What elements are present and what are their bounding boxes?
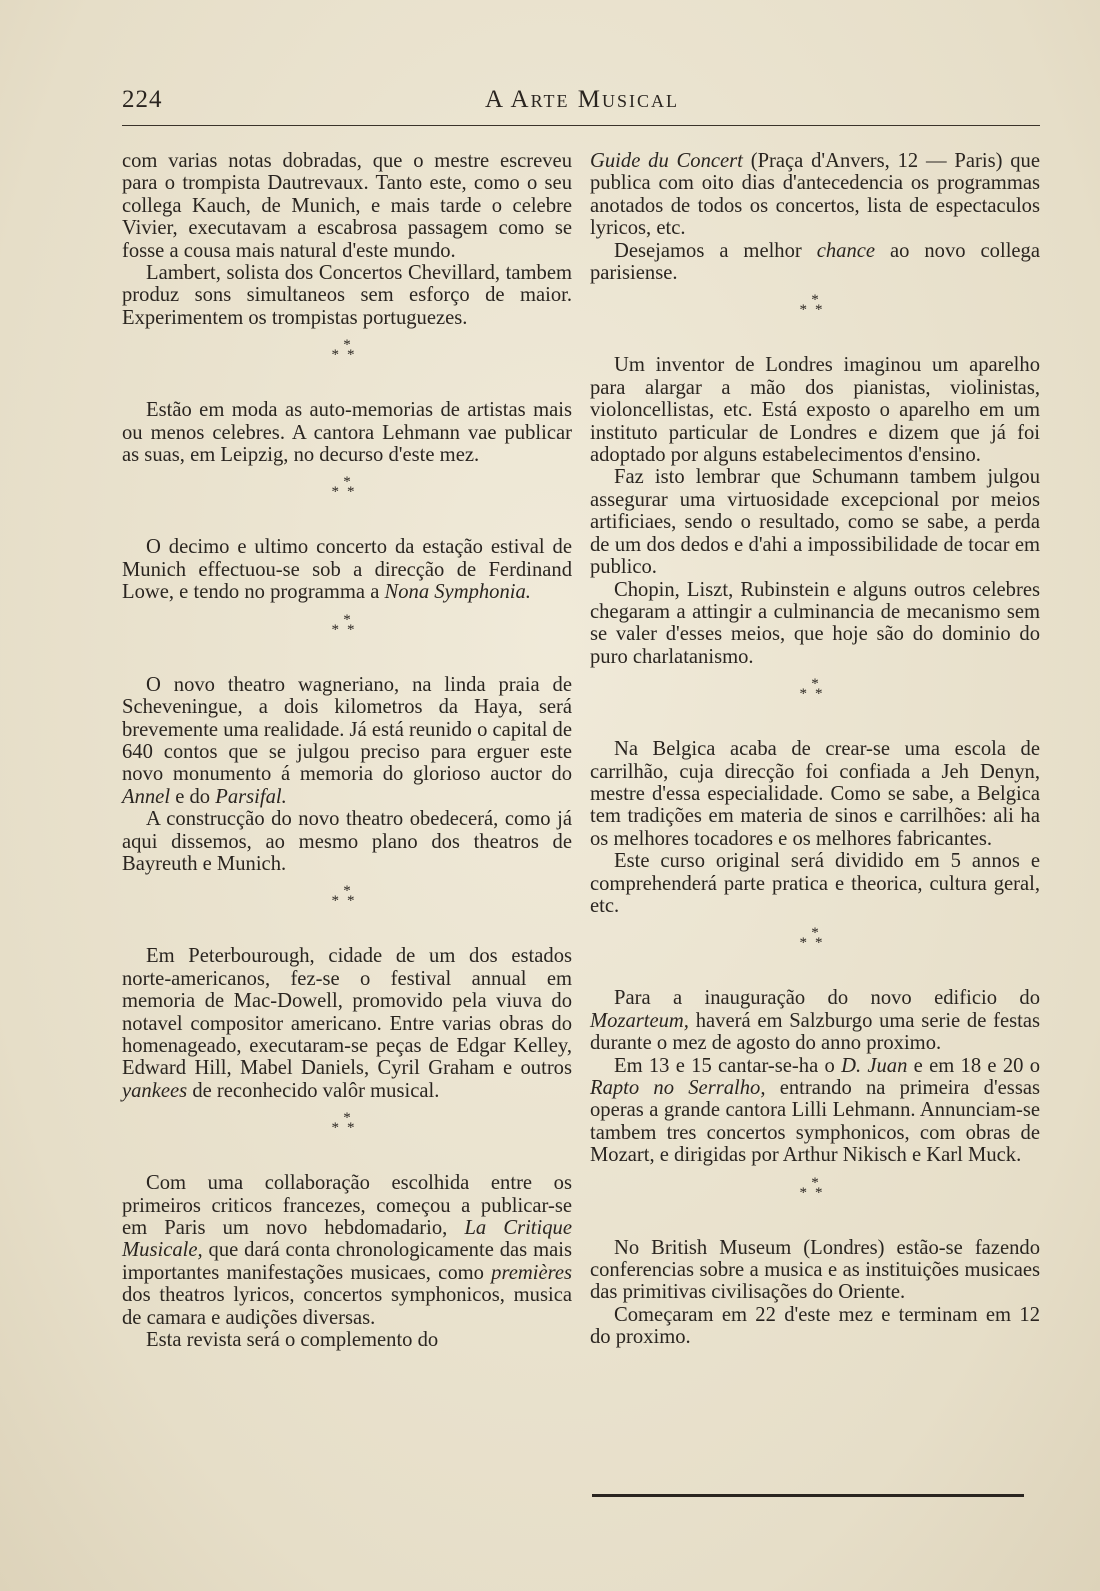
paragraph: Faz isto lembrar que Schumann tambem julgou assegurar uma virtuosidade excepcional por meios artificiaes, sendo o resultado, como se sabe, a perda de um dos dedos e d'ahi a impossibilidade de tocar em publico. xyxy=(590,466,1040,579)
paragraph: Desejamos a melhor chance ao novo collega parisiense. xyxy=(590,239,1040,285)
left-column xyxy=(122,150,572,1351)
right-column xyxy=(590,150,1040,1349)
paragraph: Com uma collaboração escolhida entre os primeiros criticos francezes, começou a publicar-se em Paris um novo hebdomadario, La Critique Musicale, que dará conta chronologicamente das mais importantes manifestações musicaes, como premières dos theatros lyricos, concertos symphonicos, musica de camara e audições diversas. xyxy=(122,1172,572,1329)
paragraph: Estão em moda as auto-memorias de artistas mais ou menos celebres. A cantora Lehmann vae publicar as suas, em Leipzig, no decurso d'este mez. xyxy=(122,399,572,467)
asterism-separator: * ** xyxy=(799,292,831,319)
paragraph: Esta revista será o complemento do xyxy=(146,1329,439,1352)
paragraph: Para a inauguração do novo edificio do Mozarteum, haverá em Salzburgo uma serie de festas durante o mez de agosto do anno proximo. xyxy=(590,987,1040,1055)
paragraph: Um inventor de Londres imaginou um aparelho para alargar a mão dos pianistas, violinistas, violoncellistas, etc. Está exposto o aparelho em um instituto particular de Londres e dizem que já foi adoptado por alguns estabelecimentos d'ensino. xyxy=(590,354,1040,467)
paragraph: A construcção do novo theatro obedecerá, como já aqui dissemos, ao mesmo plano dos theatros de Bayreuth e Munich. xyxy=(122,808,572,875)
paragraph: No British Museum (Londres) estão-se fazendo conferencias sobre a musica e as instituições musicaes das primitivas civilisações do Oriente. xyxy=(590,1236,1040,1304)
paragraph: Este curso original será dividido em 5 annos e comprehenderá parte pratica e theorica, cultura geral, etc. xyxy=(590,850,1040,917)
page-number: 224 xyxy=(122,86,163,113)
paragraph: Começaram em 22 d'este mez e terminam em 12 do proximo. xyxy=(590,1303,1040,1349)
asterism-separator: * ** xyxy=(331,337,363,364)
running-title: A Arte Musical xyxy=(485,86,679,113)
paragraph: Em Peterbourough, cidade de um dos estados norte-americanos, fez-se o festival annual em memoria de Mac-Dowell, promovido pela viuva do notavel compositor americano. Entre varias obras do homenageado, executaram-se peças de Edgar Kelley, Edward Hill, Mabel Daniels, Cyril Graham e outros yankees de reconhecido valôr musical. xyxy=(122,945,572,1102)
paragraph: Em 13 e 15 cantar-se-ha o D. Juan e em 18 e 20 o Rapto no Serralho, entrando na primeira d'essas operas a grande cantora Lilli Lehmann. Annunciam-se tambem tres concertos symphonicos, com obras de Mozart, e dirigidas por Arthur Nikisch e Karl Muck. xyxy=(590,1054,1040,1167)
asterism-separator: * ** xyxy=(799,925,831,952)
asterism-separator: * ** xyxy=(799,1174,831,1201)
asterism-separator: * ** xyxy=(331,611,363,638)
paragraph: com varias notas dobradas, que o mestre escreveu para o trompista Dautrevaux. Tanto este, como o seu collega Kauch, de Munich, e mais tarde o celebre Vivier, executavam a escabrosa passagem como se fosse a cousa mais natural d'este mundo. xyxy=(122,150,572,262)
asterism-separator: * ** xyxy=(799,676,831,703)
paragraph: Chopin, Liszt, Rubinstein e alguns outros celebres chegaram a attingir a culminancia de mecanismo sem se valer d'esses meios, que hoje são do dominio do puro charlatanismo. xyxy=(590,578,1040,668)
paragraph: Na Belgica acaba de crear-se uma escola de carrilhão, cuja direcção foi confiada a Jeh Denyn, mestre d'essa especialidade. Como se sabe, a Belgica tem tradições em materia de sinos e carrilhões: ali ha os melhores tocadores e os melhores fabricantes. xyxy=(590,738,1040,850)
asterism-separator: * ** xyxy=(331,1110,363,1137)
asterism-separator: * ** xyxy=(331,474,363,501)
paragraph: Guide du Concert (Praça d'Anvers, 12 — Paris) que publica com oito dias d'antecedencia os programmas anotados de todos os concertos, lista de espectaculos lyricos, etc. xyxy=(590,150,1040,240)
paragraph: Lambert, solista dos Concertos Chevillard, tambem produz sons simultaneos sem esforço de maior. Experimentem os trompistas portuguezes. xyxy=(122,262,572,329)
paragraph: O novo theatro wagneriano, na linda praia de Scheveningue, a dois kilometros da Haya, será brevemente uma realidade. Já está reunido o capital de 640 contos que se julgou preciso para erguer este novo monumento á memoria do glorioso auctor do Annel e do Parsifal. xyxy=(122,673,572,808)
header-rule xyxy=(122,125,1040,126)
asterism-separator: * ** xyxy=(331,883,363,910)
end-rule xyxy=(592,1494,1024,1497)
page-header xyxy=(122,86,1042,122)
paragraph: O decimo e ultimo concerto da estação estival de Munich effectuou-se sob a direcção de Ferdinand Lowe, e tendo no programma a Nona Symphonia. xyxy=(122,536,572,604)
